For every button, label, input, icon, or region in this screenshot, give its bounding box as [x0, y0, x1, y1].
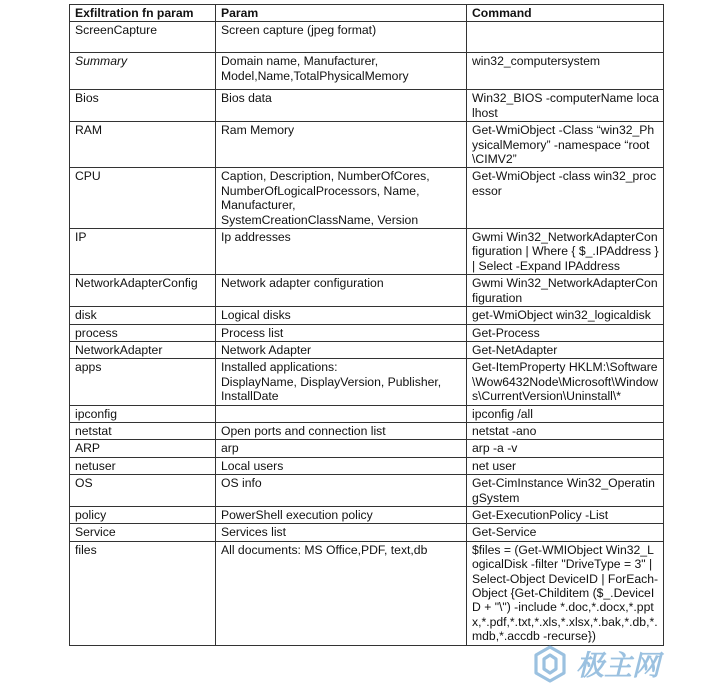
param-cell: Ram Memory: [216, 122, 467, 168]
fn-cell: netuser: [70, 457, 216, 474]
param-cell: Services list: [216, 524, 467, 541]
command-cell: Get-WmiObject -Class “win32_PhysicalMemory” -namespace “root\CIMV2”: [467, 122, 664, 168]
param-cell: [216, 405, 467, 422]
watermark: [528, 643, 718, 694]
command-cell: ipconfig /all: [467, 405, 664, 422]
command-cell: Get-CimInstance Win32_OperatingSystem: [467, 475, 664, 507]
header-command: Command: [467, 5, 664, 22]
table-row: [70, 53, 664, 90]
command-cell: [467, 22, 664, 53]
table-header-row: [70, 5, 664, 22]
table-row: [70, 541, 664, 645]
watermark-text: 极主网: [576, 649, 661, 682]
command-cell: Gwmi Win32_NetworkAdapterConfiguration | Where { $_.IPAddress } | Select -Expand IPAddress: [467, 229, 664, 275]
command-cell: win32_computersystem: [467, 53, 664, 90]
command-cell: Win32_BIOS -computerName localhost: [467, 90, 664, 122]
param-cell: Ip addresses: [216, 229, 467, 275]
param-cell: Process list: [216, 324, 467, 341]
fn-cell: CPU: [70, 168, 216, 229]
param-cell: PowerShell execution policy: [216, 506, 467, 523]
param-cell: Bios data: [216, 90, 467, 122]
header-param: Param: [216, 5, 467, 22]
table-row: [70, 22, 664, 53]
fn-cell: Summary: [70, 53, 216, 90]
command-cell: Get-NetAdapter: [467, 341, 664, 358]
param-cell: Local users: [216, 457, 467, 474]
table-row: [70, 307, 664, 324]
fn-cell: netstat: [70, 422, 216, 439]
fn-cell: NetworkAdapter: [70, 341, 216, 358]
command-cell: $files = (Get-WMIObject Win32_LogicalDisk -filter "DriveType = 3" | Select-Object DeviceID | ForEach-Object {Get-Childitem ($_.DeviceID + "\") -include *.doc,*.docx,*.pptx,*.pdf,*.txt,*.xls,*.xlsx,*.bak,*.db,*.mdb,*.accdb -recurse}): [467, 541, 664, 645]
table-row: [70, 90, 664, 122]
command-cell: Get-Process: [467, 324, 664, 341]
table-row: [70, 341, 664, 358]
fn-cell: apps: [70, 359, 216, 405]
param-cell: arp: [216, 440, 467, 457]
command-cell: Get-Service: [467, 524, 664, 541]
param-cell: Open ports and connection list: [216, 422, 467, 439]
fn-cell: files: [70, 541, 216, 645]
param-cell: Screen capture (jpeg format): [216, 22, 467, 53]
table-row: [70, 422, 664, 439]
table-row: [70, 440, 664, 457]
table-row: [70, 457, 664, 474]
brand-logo-icon: [528, 643, 718, 689]
command-cell: Get-ExecutionPolicy -List: [467, 506, 664, 523]
fn-cell: policy: [70, 506, 216, 523]
table-row: [70, 324, 664, 341]
param-cell: Network Adapter: [216, 341, 467, 358]
fn-cell: Service: [70, 524, 216, 541]
fn-cell: disk: [70, 307, 216, 324]
command-cell: Get-WmiObject -class win32_processor: [467, 168, 664, 229]
command-cell: netstat -ano: [467, 422, 664, 439]
table-row: [70, 475, 664, 507]
fn-cell: Bios: [70, 90, 216, 122]
table-row: [70, 122, 664, 168]
param-cell: All documents: MS Office,PDF, text,db: [216, 541, 467, 645]
table-row: [70, 506, 664, 523]
command-cell: Gwmi Win32_NetworkAdapterConfiguration: [467, 275, 664, 307]
param-cell: Logical disks: [216, 307, 467, 324]
exfiltration-table: [69, 4, 664, 646]
param-cell: Installed applications: DisplayName, DisplayVersion, Publisher, InstallDate: [216, 359, 467, 405]
param-cell: Domain name, Manufacturer, Model,Name,TotalPhysicalMemory: [216, 53, 467, 90]
fn-cell: ARP: [70, 440, 216, 457]
fn-cell: ScreenCapture: [70, 22, 216, 53]
table-row: [70, 229, 664, 275]
param-cell: Caption, Description, NumberOfCores, NumberOfLogicalProcessors, Name, Manufacturer, SystemCreationClassName, Version: [216, 168, 467, 229]
table-row: [70, 359, 664, 405]
fn-cell: ipconfig: [70, 405, 216, 422]
fn-cell: NetworkAdapterConfig: [70, 275, 216, 307]
command-cell: get-WmiObject win32_logicaldisk: [467, 307, 664, 324]
command-cell: Get-ItemProperty HKLM:\Software\Wow6432Node\Microsoft\Windows\CurrentVersion\Uninstall\*: [467, 359, 664, 405]
param-cell: Network adapter configuration: [216, 275, 467, 307]
param-cell: OS info: [216, 475, 467, 507]
command-cell: arp -a -v: [467, 440, 664, 457]
header-fn-param: Exfiltration fn param: [70, 5, 216, 22]
fn-cell: IP: [70, 229, 216, 275]
fn-cell: RAM: [70, 122, 216, 168]
command-cell: net user: [467, 457, 664, 474]
table-row: [70, 405, 664, 422]
fn-cell: process: [70, 324, 216, 341]
table-row: [70, 275, 664, 307]
table-row: [70, 168, 664, 229]
fn-cell: OS: [70, 475, 216, 507]
table-row: [70, 524, 664, 541]
